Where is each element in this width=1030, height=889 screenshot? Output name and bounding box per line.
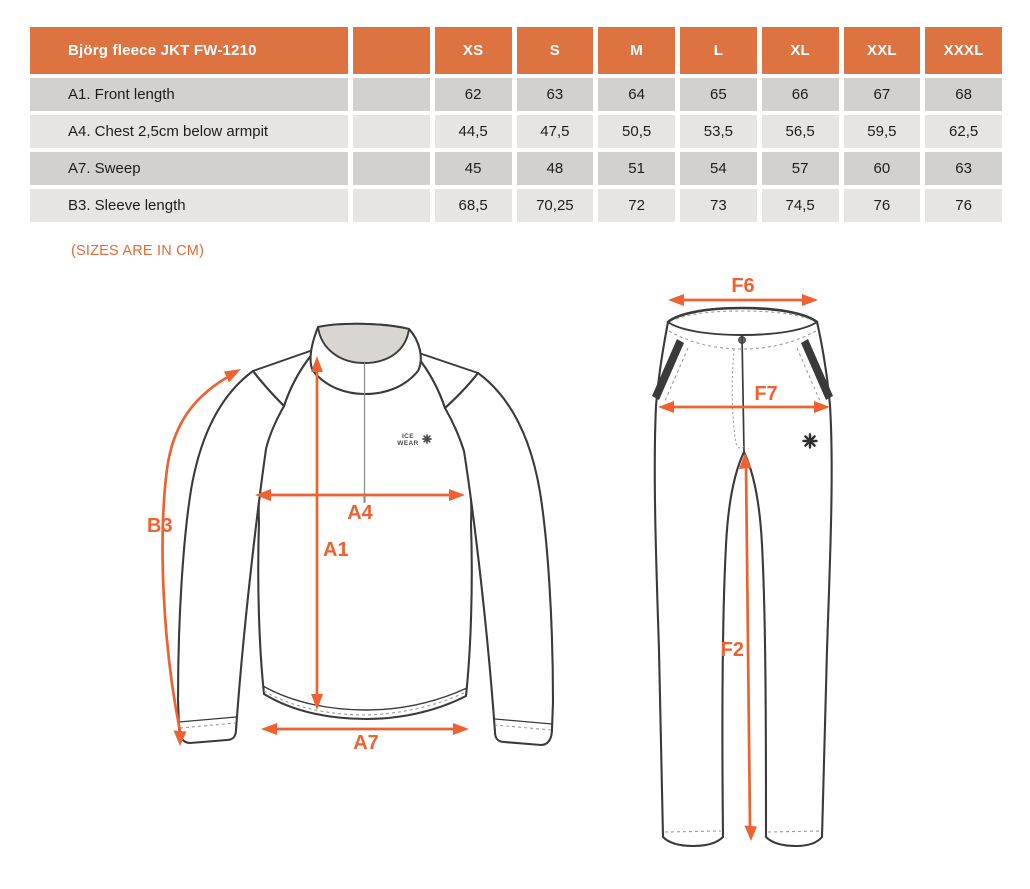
size-header-m: M	[598, 27, 675, 74]
blank-cell	[353, 115, 430, 148]
value-cell: 62	[435, 78, 512, 111]
measurement-diagrams	[0, 270, 1030, 889]
table-row-sweep	[30, 152, 1002, 185]
value-cell: 59,5	[844, 115, 921, 148]
value-cell: 51	[598, 152, 675, 185]
row-label: A1. Front length	[30, 78, 348, 111]
value-cell: 73	[680, 189, 757, 222]
snowflake-icon	[423, 435, 431, 443]
value-cell: 66	[762, 78, 839, 111]
value-cell: 63	[517, 78, 594, 111]
label-A7: A7	[353, 732, 379, 754]
value-cell: 64	[598, 78, 675, 111]
product-title: Björg fleece JKT FW-1210	[30, 27, 348, 74]
value-cell: 53,5	[680, 115, 757, 148]
value-cell: 62,5	[925, 115, 1002, 148]
size-header-xxl: XXL	[844, 27, 921, 74]
value-cell: 45	[435, 152, 512, 185]
size-header-l: L	[680, 27, 757, 74]
size-header-xs: XS	[435, 27, 512, 74]
label-F7: F7	[754, 383, 778, 405]
value-cell: 72	[598, 189, 675, 222]
value-cell: 68,5	[435, 189, 512, 222]
blank-cell	[353, 189, 430, 222]
value-cell: 65	[680, 78, 757, 111]
jacket-drawing	[147, 324, 553, 754]
value-cell: 74,5	[762, 189, 839, 222]
row-label: A4. Chest 2,5cm below armpit	[30, 115, 348, 148]
label-B3: B3	[147, 515, 173, 537]
pants-drawing	[652, 275, 833, 846]
value-cell: 63	[925, 152, 1002, 185]
label-F2: F2	[720, 639, 744, 661]
logo-text-line1: ICE	[401, 433, 415, 440]
size-header-s: S	[517, 27, 594, 74]
blank-cell	[353, 78, 430, 111]
row-label: A7. Sweep	[30, 152, 348, 185]
label-F6: F6	[731, 275, 755, 297]
value-cell: 76	[925, 189, 1002, 222]
size-header-row	[30, 27, 1002, 74]
size-header-xl: XL	[762, 27, 839, 74]
value-cell: 50,5	[598, 115, 675, 148]
size-header-xxxl: XXXL	[925, 27, 1002, 74]
snowflake-icon	[804, 435, 817, 448]
value-cell: 56,5	[762, 115, 839, 148]
value-cell: 44,5	[435, 115, 512, 148]
value-cell: 70,25	[517, 189, 594, 222]
label-A4: A4	[347, 502, 373, 524]
size-chart-table	[25, 23, 1007, 226]
value-cell: 48	[517, 152, 594, 185]
value-cell: 60	[844, 152, 921, 185]
blank-cell	[353, 152, 430, 185]
value-cell: 57	[762, 152, 839, 185]
logo-text-line2: WEAR	[397, 440, 419, 447]
table-row-front-length	[30, 78, 1002, 111]
value-cell: 76	[844, 189, 921, 222]
value-cell: 67	[844, 78, 921, 111]
value-cell: 47,5	[517, 115, 594, 148]
header-blank-cell	[353, 27, 430, 74]
sizes-in-cm-note: (SIZES ARE IN CM)	[71, 243, 205, 259]
table-row-sleeve-length	[30, 189, 1002, 222]
value-cell: 68	[925, 78, 1002, 111]
label-A1: A1	[323, 539, 349, 561]
table-row-chest	[30, 115, 1002, 148]
size-table-section	[25, 23, 1007, 226]
row-label: B3. Sleeve length	[30, 189, 348, 222]
value-cell: 54	[680, 152, 757, 185]
